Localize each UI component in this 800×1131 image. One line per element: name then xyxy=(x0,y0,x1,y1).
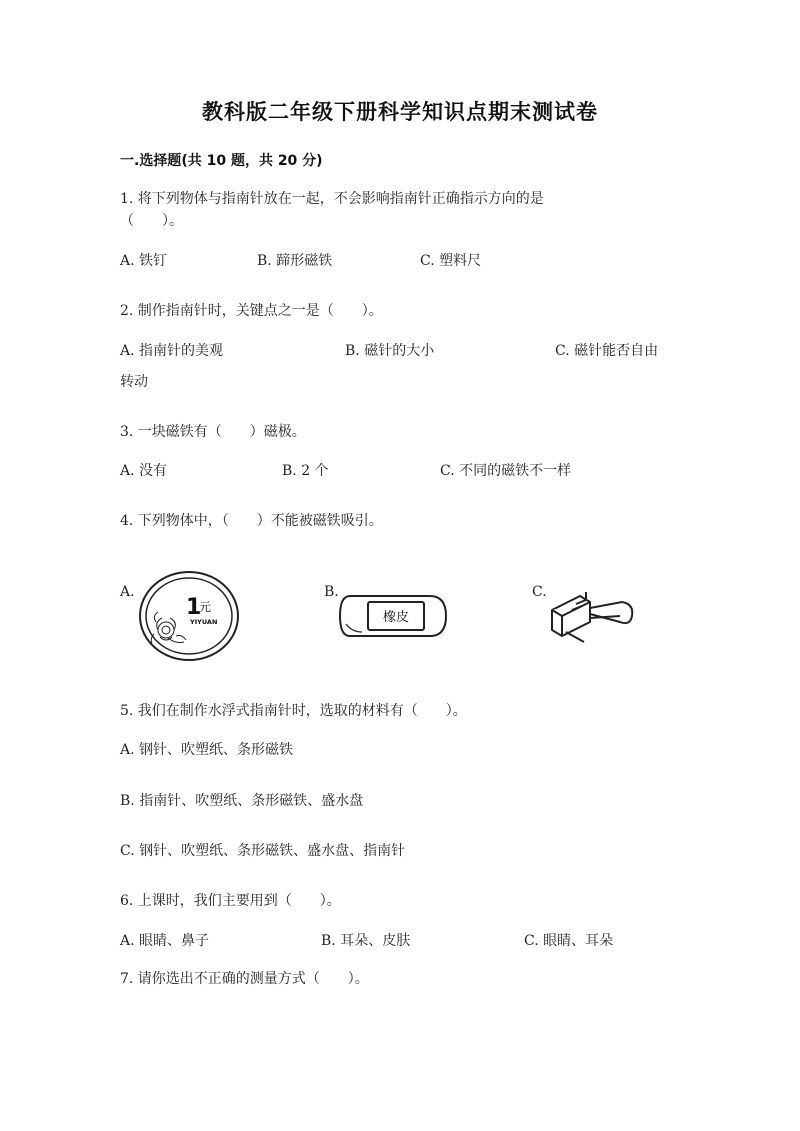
coin-image xyxy=(138,570,240,662)
q5-option-c[interactable]: C. 钢针、吹塑纸、条形磁铁、盛水盘、指南针 xyxy=(120,843,406,859)
q4-option-b-label[interactable]: B. xyxy=(324,584,339,600)
q6-option-c[interactable]: C. 眼睛、耳朵 xyxy=(524,933,614,949)
q4-option-c-label[interactable]: C. xyxy=(532,584,547,600)
q3-option-c[interactable]: C. 不同的磁铁不一样 xyxy=(440,463,572,479)
eraser-label-text: 橡皮 xyxy=(383,610,410,625)
q2-option-b[interactable]: B. 磁针的大小 xyxy=(345,343,435,359)
q3-option-b[interactable]: B. 2 个 xyxy=(282,463,329,479)
page-title: 教科版二年级下册科学知识点期末测试卷 xyxy=(202,100,598,124)
section-heading: 一.选择题(共 10 题，共 20 分) xyxy=(120,153,323,169)
q3-stem: 3. 一块磁铁有（ ）磁极。 xyxy=(120,424,306,440)
coin-unit-text: 元 xyxy=(199,600,212,614)
q6-stem: 6. 上课时，我们主要用到（ ）。 xyxy=(120,893,341,909)
q1-option-c[interactable]: C. 塑料尺 xyxy=(420,253,482,269)
q2-stem: 2. 制作指南针时，关键点之一是（ ）。 xyxy=(120,303,383,319)
q1-stem-line2: （ ）。 xyxy=(120,213,183,229)
coin-pinyin-text: YIYUAN xyxy=(190,618,218,626)
q1-option-a[interactable]: A. 铁钉 xyxy=(120,253,168,269)
coin-value-text: 1 xyxy=(186,595,202,620)
q2-option-c-continued: 转动 xyxy=(120,374,148,390)
q2-option-c[interactable]: C. 磁针能否自由 xyxy=(555,343,659,359)
q7-stem: 7. 请你选出不正确的测量方式（ ）。 xyxy=(120,971,369,987)
q2-option-a[interactable]: A. 指南针的美观 xyxy=(120,343,224,359)
q6-option-a[interactable]: A. 眼睛、鼻子 xyxy=(120,933,210,949)
q5-option-a[interactable]: A. 钢针、吹塑纸、条形磁铁 xyxy=(120,742,294,758)
q4-stem: 4. 下列物体中，（ ）不能被磁铁吸引。 xyxy=(120,513,383,529)
q5-option-b[interactable]: B. 指南针、吹塑纸、条形磁铁、盛水盘 xyxy=(120,793,364,809)
q5-stem: 5. 我们在制作水浮式指南针时，选取的材料有（ ）。 xyxy=(120,703,467,719)
binder-clip-image xyxy=(546,588,638,644)
q1-stem-line1: 1. 将下列物体与指南针放在一起，不会影响指南针正确指示方向的是 xyxy=(120,191,544,207)
q1-option-b[interactable]: B. 蹄形磁铁 xyxy=(257,253,333,269)
eraser-image xyxy=(338,594,448,638)
q6-option-b[interactable]: B. 耳朵、皮肤 xyxy=(321,933,411,949)
q3-option-a[interactable]: A. 没有 xyxy=(120,463,168,479)
q4-option-a-label[interactable]: A. xyxy=(120,584,135,600)
